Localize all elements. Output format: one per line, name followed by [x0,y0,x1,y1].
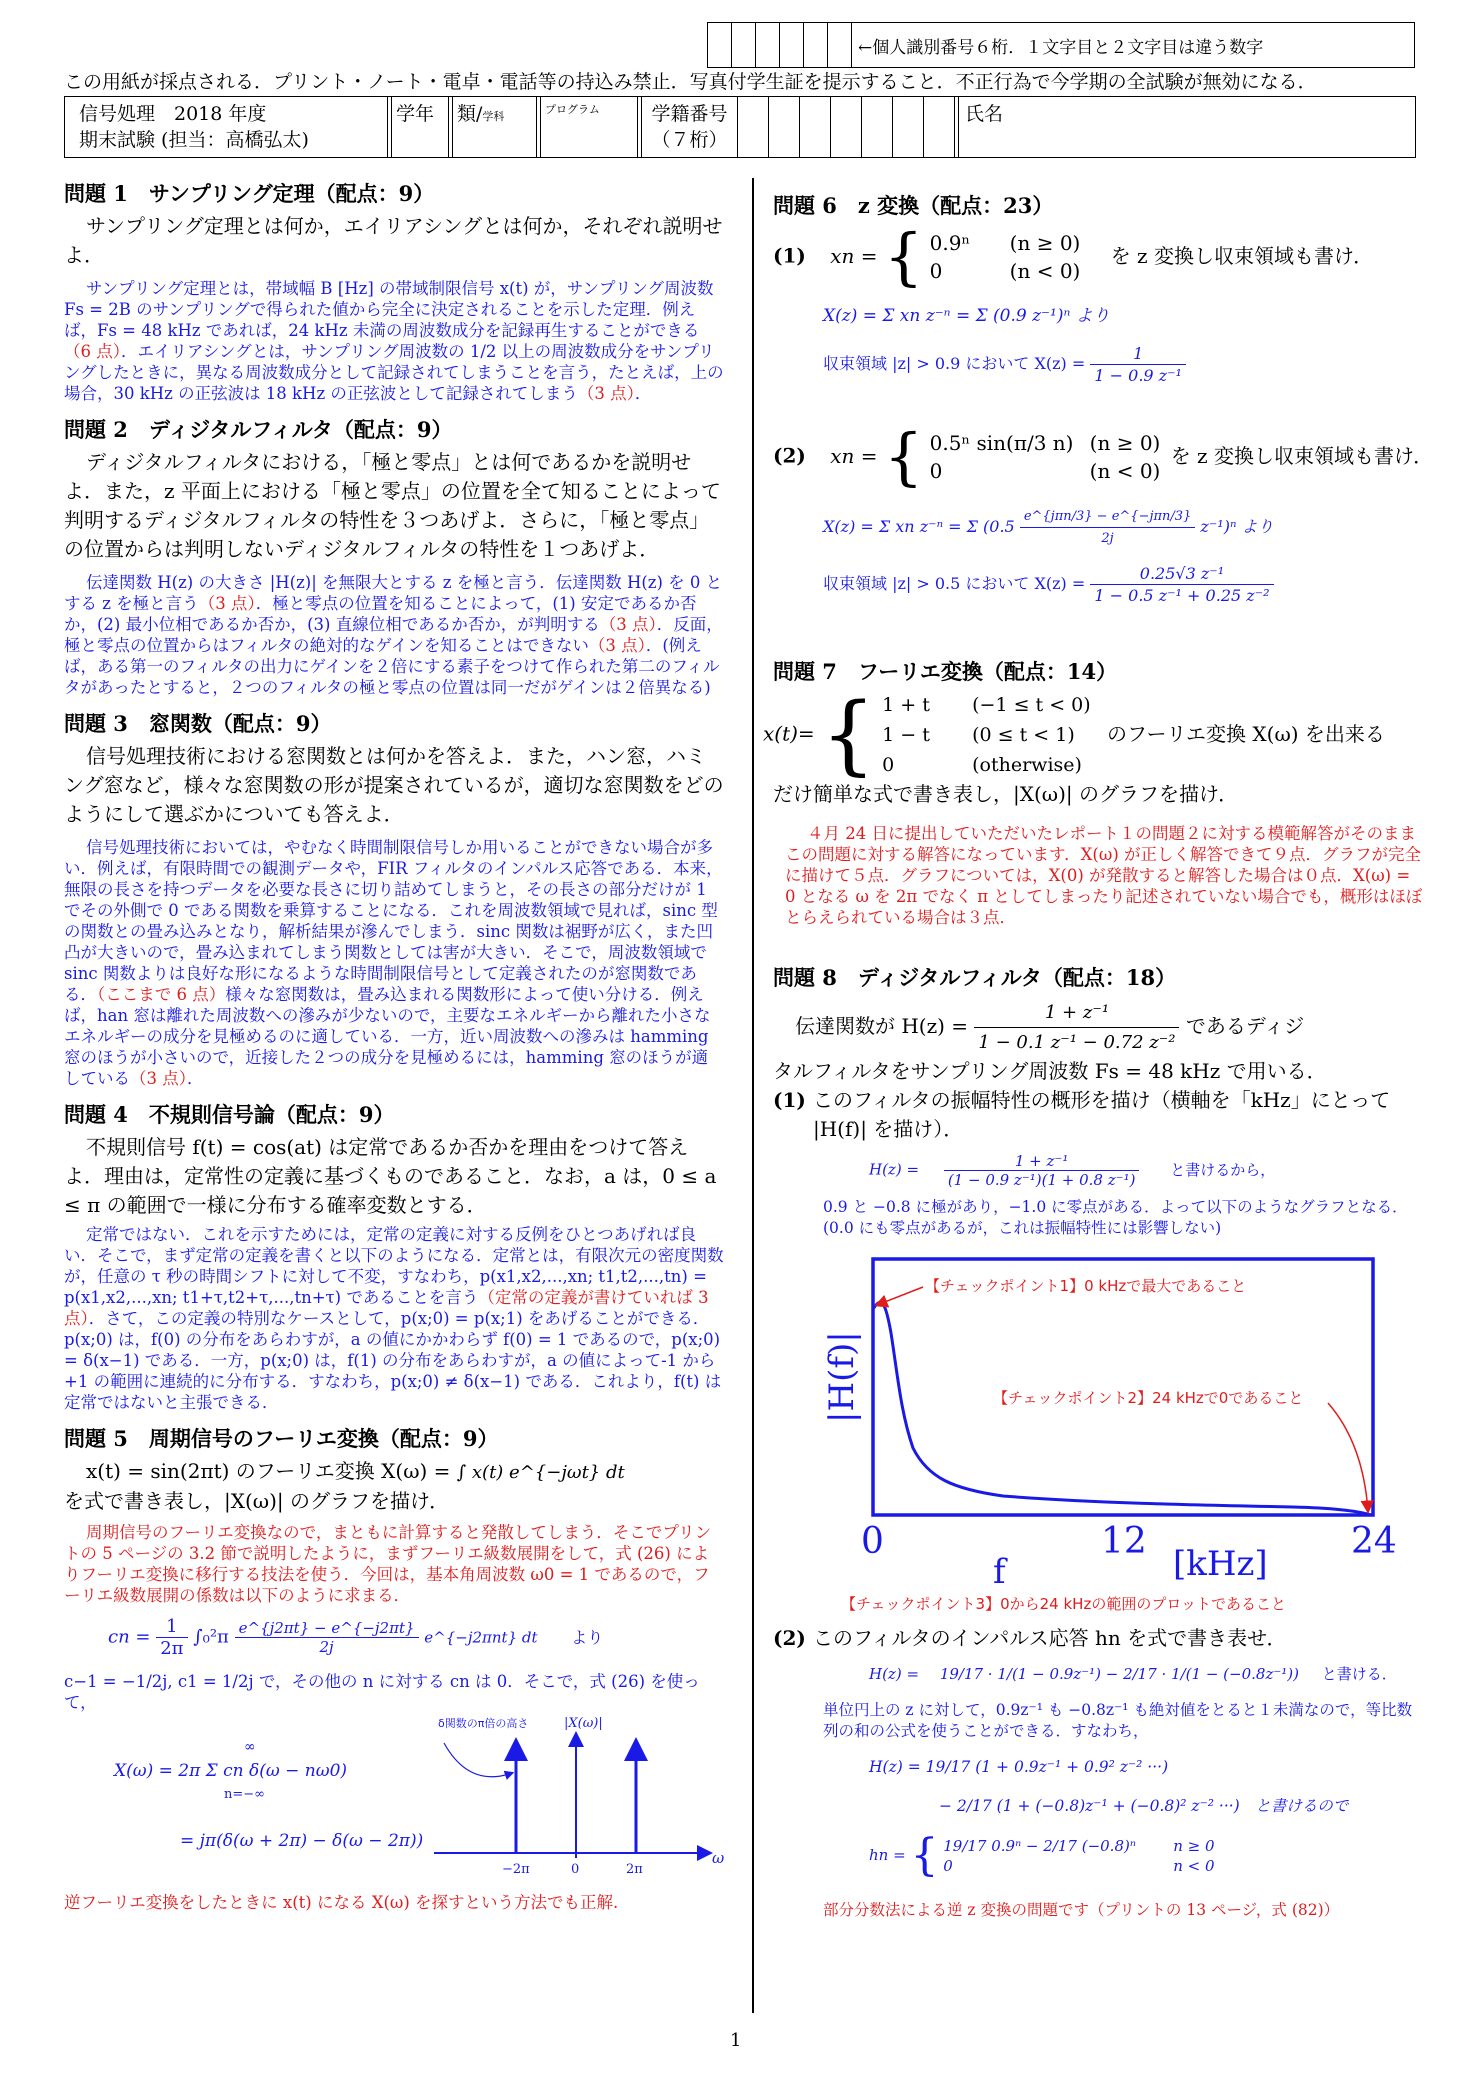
answer-7: ４月 24 日に提出していただいたレポート１の問題２に対する模範解答がそのままこの問題に対する解答になっています．X(ω) が正しく解答できて９点．グラフが完全に描けて５点．グラフについては，X(0) が発散すると解答した場合は０点．X(ω) = 0 となる ω を 2π でなく π としてしまったり記述されていない場合でも，概形はほぼとらえられている場合は３点． [785,824,1423,927]
plot-f: f [993,1552,1006,1592]
answer-3-a: 信号処理技術においては，やむなく時間制限信号しか用いることができない場合が多い．例えば，有限時間での観測データや，FIR フィルタのインパルス応答である．本来，無限の長さを持つデータを必要な長さに切り詰めてしまうと，その長さの部分だけが 1 でその外側で 0 である関数を乗算することになる．これを周波数領域で見れば，sinc 型の関数との畳み込みとなり，解析結果が滲んでしまう．sinc 関数は裾野が広く，また凹凸が大きいので，畳み込まれてしまう関数としては害が大きい．そこで，周波数領域で sinc 関数よりは良好な形になるような時間制限信号として定義されたのが窓関数である． [64,838,723,1004]
answer-1-end: ． [634,384,652,403]
q7-cond-1: (−1 ≤ t < 0) [972,694,1091,716]
answer-2 [64,572,724,698]
q8-part-2-answer: 単位円上の z に対して，0.9z⁻¹ も −0.8z⁻¹ も絶対値をとると１未満なので，等比数列の和の公式を使うことができる．すなわち， [823,1701,1413,1740]
id-box [707,22,1415,68]
q7-case-2: 1 − t [882,724,930,746]
class-label: 類/ [457,103,483,125]
part-2-cases [930,429,1161,485]
answer-3-points-1: （ここまで 6 点） [97,985,226,1004]
q8-eq-top: 1 + z⁻¹ [944,1152,1140,1171]
exam-title: 期末試験 (担当：高橋弘太) [79,129,309,151]
id-box-note: ←個人識別番号６桁．１文字目と２文字目は違う数字 [852,23,1415,68]
plot-ylabel: |H(f)| [822,1331,862,1423]
question-2-title: 問題 2 ディジタルフィルタ（配点：9） [64,417,453,442]
cn-integrand-top: e^{j2πt} − e^{−j2πt} [235,1619,419,1638]
X-line-1: X(ω) = 2π Σ cn δ(ω − nω0) [114,1761,348,1781]
student-no-label: 学籍番号 [651,103,728,125]
part-2-lhs: xn = [830,443,878,468]
q8-p2-eq-lhs: H(z) = [869,1665,920,1683]
part-1-result-top: 1 [1090,343,1186,365]
answer-1-points-a: （6 点） [64,342,121,361]
part-1-answer-roc [823,343,1423,386]
student-no-digit[interactable] [893,97,924,158]
X-omega-graph [424,1713,724,1888]
q8-eq-frac [944,1152,1140,1189]
cn-tail: e^{−j2πnt} dt [424,1628,538,1647]
cn-integral: ∫₀²π [193,1626,229,1648]
answer-5-coefficients: c−1 = −1/2j, c1 = 1/2j で，その他の n に対する cn は 0．そこで，式 (26) を使って， [64,1672,700,1712]
q8-part-2-text: このフィルタのインパルス応答 hn を式で書き表せ． [813,1626,1287,1650]
part-2-result-top: 0.25√3 z⁻¹ [1090,563,1273,585]
question-1-body: サンプリング定理とは何か，エイリアシングとは何か，それぞれ説明せよ． [64,214,723,267]
answer-5-intro: 周期信号のフーリエ変換なので，まともに計算すると発散してしまう．そこでプリントの 5 ページの 3.2 節で説明したように，まずフーリエ級数展開をして，式 (26) によりフーリエ変換に移行する技法を使う．今回は，基本角周波数 ω0 = 1 であるので，フーリエ級数展開の係数は以下のように求まる． [64,1523,712,1605]
question-8 [773,962,1423,1921]
q8-hn-cond-2: n < 0 [1173,1857,1215,1875]
question-1-title: 問題 1 サンプリング定理（配点：9） [64,181,435,206]
student-no-digit[interactable] [924,97,955,158]
q7-cases [882,690,1091,780]
case-2: 0 [929,459,943,483]
question-7-body [763,685,1423,785]
checkpoint-1: 【チェックポイント1】0 kHzで最大であること [925,1277,1247,1295]
student-no-digit[interactable] [769,97,800,158]
answer-3 [64,837,724,1089]
brace-icon: { [883,420,924,493]
question-3-body: 信号処理技術における窓関数とは何かを答えよ．また，ハン窓，ハミング窓など，様々な窓関数の形が提案されているが，適切な窓関数をどのようにして選ぶかについても答えよ． [64,744,724,826]
plot-tick-24: 24 [1351,1521,1397,1562]
part-1-answer-1: X(z) = Σ xn z⁻ⁿ = Σ (0.9 z⁻¹)ⁿ より [823,306,1110,326]
part-1-result-bottom: 1 − 0.9 z⁻¹ [1094,366,1182,385]
student-no-digit[interactable] [831,97,862,158]
question-6-part-2 [773,420,1434,493]
q7-lhs: x(t)= [763,721,815,746]
answer-2-points-2: （3 点） [599,615,657,634]
magnitude-response-plot [773,1253,1423,1593]
q8-hn-case-2: 0 [943,1857,953,1875]
q8-part-2-end: 部分分数法による逆 z 変換の問題です（プリントの 13 ページ，式 (82)） [823,1901,1340,1919]
magnitude-plot-area [773,1253,1423,1593]
part-2-label: (2) [773,443,806,468]
X-sum-sub: n=−∞ [224,1787,265,1802]
cn-frac [156,1616,187,1659]
part-2-tail: を z 変換し収束領域も書け． [1170,443,1434,468]
q8-eq-tail: と書けるから， [1170,1160,1276,1179]
class-field[interactable] [453,97,537,158]
case-2: 0 [929,259,943,283]
answer-1-points-b: （3 点） [577,384,635,403]
part-1-lhs: xn = [830,243,878,268]
answer-4-points: （定常の定義が書けていれば 3 点） [64,1288,709,1328]
q7-cond-2: (0 ≤ t < 1) [972,724,1075,746]
answer-4-a: 定常ではない．これを示すためには，定常の定義に対する反例をひとつあげれば良い．そこで，まず定常の定義を書くと以下のようになる．定常とは，有限次元の密度関数が，任意の τ 秒の時間シフトに対して不変，すなわち，p(x1,x2,...,xn; t1,t2,...,tn) = p(x1,x2,...,xn; t1+τ,t2+τ,...,tn+τ) であることを言う [64,1225,724,1307]
q8-hn [869,1830,1423,1881]
class-sub-label: 学科 [482,110,505,123]
question-4-body: 不規則信号 f(t) = cos(at) は定常であるか否かを理由をつけて答えよ．理由は，定常性の定義に基づくものであること．なお，a は，0 ≤ a ≤ π の範囲で一様に分布する確率変数とする． [64,1135,717,1217]
q8-part-2-eq [869,1663,1423,1684]
student-no-sub: （７桁） [651,129,728,151]
q8-part-1 [773,1086,1423,1144]
cond-2: (n < 0) [1089,459,1161,483]
part-2-ans-bottom: 2j [1101,531,1114,546]
answer-2-points-3: （3 点） [588,636,646,655]
part-1-tail: を z 変換し収束領域も書け． [1110,243,1374,268]
answer-3-b: 様々な窓関数は，畳み込まれる関数形によって使い分ける．例えば，han 窓は離れた周波数への滲みが少ないので，主要なエネルギーから離れた小さなエネルギーの成分を見極めるのに適している．一方，近い周波数への滲みは hamming 窓のほうが小さいので，近接した２つの成分を見極めるには，hamming 窓のほうが適している [64,985,711,1088]
q8-part-1-label: (1) [773,1088,806,1112]
checkpoint-2: 【チェックポイント2】24 kHzで0であること [993,1389,1304,1407]
cn-integrand-bottom: 2j [319,1638,334,1656]
q8-part-2-label: (2) [773,1626,806,1650]
q8-intro-a: 伝達関数が H(z) = [795,1014,969,1038]
q8-intro-frac [974,998,1179,1057]
question-5-body [64,1457,724,1487]
brace-icon: { [821,685,876,785]
answer-5-cn-equation [108,1616,724,1659]
part-2-roc: 収束領域 |z| > 0.5 において X(z) = [823,574,1086,593]
course-title: 信号処理 2018 年度 [79,103,267,125]
question-8-title: 問題 8 ディジタルフィルタ（配点：18） [773,965,1177,990]
answer-5-transform [64,1713,724,1888]
answer-4-b: ．さて，この定義の特別なケースとして，p(x;0) = p(x;1) をあげることができる．p(x;0) は，f(0) の分布をあらわすが，a の値にかかわらず f(0) = 1 であるので，p(x;0) = δ(x−1) である．一方，p(x;0) は，f(1) の分布をあらわすが，a の値によって-1 から+1 の範囲に連続的に分布する．すなわち，p(x;0) ≠ δ(x−1) である．これより，f(t) は定常ではないと主張できる． [64,1309,722,1412]
q8-part-1-answer: 0.9 と −0.8 に極があり，−1.0 に零点がある．よって以下のようなグラフとなる．(0.0 にも零点があるが，これは振幅特性には影響しない) [823,1198,1408,1237]
question-4-title: 問題 4 不規則信号論（配点：9） [64,1102,395,1127]
plot-unit: [kHz] [1173,1544,1268,1584]
q8-hn-case-1: 19/17 0.9ⁿ − 2/17 (−0.8)ⁿ [943,1837,1136,1855]
question-1 [64,178,724,404]
cn-frac-bottom: 2π [160,1638,184,1659]
graph-note: δ関数のπ倍の高さ [438,1717,529,1730]
cond-1: (n ≥ 0) [1009,231,1081,255]
q8-hn-lhs: hn = [869,1846,906,1864]
student-no-digit[interactable] [800,97,831,158]
graph-xlabel: ω [712,1849,724,1867]
question-2-body: ディジタルフィルタにおける，「極と零点」とは何であるかを説明せよ．また，z 平面上における「極と零点」の位置を全て知ることによって判明するディジタルフィルタの特性を３つあげよ．さらに，「極と零点」の位置からは判明しないディジタルフィルタの特性を１つあげよ． [64,450,721,561]
question-6-title: 問題 6 z 変換（配点：23） [773,193,1054,218]
year-label: 学年 [396,103,435,125]
question-7-body-2: だけ簡単な式で書き表し，|X(ω)| のグラフを描け． [773,782,1239,806]
q8-part-2 [773,1624,1423,1653]
brace-icon: { [883,220,924,293]
q8-part-1-eq [869,1152,1423,1189]
answer-2-c: ．反面，極と零点の位置からはフィルタの絶対的なゲインを知ることはできない [64,615,723,655]
q8-intro-top: 1 + z⁻¹ [974,998,1179,1028]
graph-tick: 2π [626,1862,643,1877]
year-field[interactable] [392,97,449,158]
question-6-part-1 [773,220,1423,293]
answer-3-points-2: （3 点） [130,1069,187,1088]
left-column [64,178,724,1913]
q8-p2-eq-tail: と書ける． [1321,1665,1397,1683]
part-1-cases [930,229,1081,285]
q7-cond-3: (otherwise) [972,754,1082,776]
question-5 [64,1423,724,1913]
q7-tail: のフーリエ変換 X(ω) を出来る [1107,721,1385,746]
question-5-body-a: x(t) = sin(2πt) のフーリエ変換 X(ω) = [86,1459,451,1483]
part-2-answer-1 [823,506,1423,549]
cn-lhs: cn = [108,1626,151,1648]
case-1: 0.5ⁿ sin(π/3 n) [929,431,1074,455]
q8-part-1-text: このフィルタの振幅特性の概形を描け（横軸を「kHz」にとって |H(f)| を描け）． [813,1088,1391,1141]
q8-h-line-1: H(z) = 19/17 (1 + 0.9z⁻¹ + 0.9² z⁻² ···) [869,1758,1169,1776]
q8-hn-cases [943,1836,1214,1876]
header-table [64,96,1416,158]
part-2-ans-top: e^{jπn/3} − e^{−jπn/3} [1020,506,1196,528]
q8-intro-d: タルフィルタをサンプリング周波数 Fs = 48 kHz で用いる． [773,1059,1327,1083]
exam-notice: この用紙が採点される．プリント・ノート・電卓・電話等の持込み禁止．写真付学生証を提示すること．不正行為で今学期の全試験が無効になる． [64,71,1317,93]
part-2-result [1090,563,1273,606]
answer-2-b: ．極と零点の位置を知ることによって，(1) 安定であるか否か，(2) 最小位相であるか否か，(3) 直線位相であるか否か，が判明する [64,594,697,634]
question-5-body-b: を式で書き表し，|X(ω)| のグラフを描け． [64,1489,450,1513]
q7-case-3: 0 [882,754,895,776]
X-sum-sup: ∞ [244,1739,256,1755]
student-no-digit[interactable] [738,97,769,158]
graph-ylabel: |X(ω)| [564,1716,603,1731]
plot-tick-0: 0 [861,1521,884,1562]
q8-eq-lhs: H(z) = [869,1160,920,1179]
cn-yori: より [571,1627,604,1647]
answer-5-end: 逆フーリエ変換をしたときに x(t) になる X(ω) を探すという方法でも正解. [64,1893,619,1912]
program-label: プログラム [545,103,600,116]
q8-intro-c: であるディジ [1185,1014,1305,1038]
X-line-2: = jπ(δ(ω + 2π) − δ(ω − 2π)) [180,1831,424,1851]
right-column [763,190,1434,1921]
answer-1-a: サンプリング定理とは，帯域幅 B [Hz] の帯域制限信号 x(t) が，サンプリング周波数 Fs = 2B のサンプリングで得られた値から完全に決定されることを示した定理．例えば，Fs = 48 kHz であれば，24 kHz 未満の周波数成分を記録再生することができる [64,279,714,340]
question-7-title: 問題 7 フーリエ変換（配点：14） [773,659,1118,684]
answer-3-end: ． [187,1069,204,1088]
question-3-title: 問題 3 窓関数（配点：9） [64,711,332,736]
part-1-roc: 収束領域 |z| > 0.9 において X(z) = [823,354,1086,373]
part-2-result-bottom: 1 − 0.5 z⁻¹ + 0.25 z⁻² [1094,586,1270,605]
question-8-intro [773,998,1423,1057]
answer-2-d: ．(例えば，ある第一のフィルタの出力にゲインを２倍にする素子をつけて作られた第二のフィルタがあったとすると，２つのフィルタの極と零点の位置は同一だがゲインは２倍異なる) [64,636,720,697]
q8-h-line-2: − 2/17 (1 + (−0.8)z⁻¹ + (−0.8)² z⁻² ···) と書けるので [939,1797,1349,1815]
graph-tick: 0 [571,1862,580,1877]
cond-2: (n < 0) [1009,259,1081,283]
question-7 [763,656,1423,928]
cond-1: (n ≥ 0) [1089,431,1161,455]
q8-hn-cond-1: n ≥ 0 [1173,1837,1215,1855]
page-number: 1 [730,2030,742,2051]
graph-tick: −2π [502,1862,530,1877]
question-5-integral: ∫ x(t) e^{−jωt} dt [456,1462,625,1483]
answer-1-b: ．エイリアシングとは，サンプリング周波数の 1/2 以上の周波数成分をサンプリングしたときに，異なる周波数成分として記録されてしまうことを言う，たとえば，上の場合，30 kHz の正弦波は 18 kHz の正弦波として記録されてしまう [64,342,724,403]
part-2-answer-roc [823,563,1423,606]
answer-4 [64,1224,724,1413]
q7-case-1: 1 + t [882,694,930,716]
cn-integrand [235,1619,419,1656]
q8-intro-bottom: 1 − 0.1 z⁻¹ − 0.72 z⁻² [978,1032,1176,1053]
answer-2-points-1: （3 点） [198,594,256,613]
part-1-label: (1) [773,243,806,268]
part-2-ans-frac [1020,506,1196,549]
question-4 [64,1099,724,1413]
cn-frac-top: 1 [156,1616,187,1638]
q8-eq-bottom: (1 − 0.9 z⁻¹)(1 + 0.8 z⁻¹) [947,1171,1136,1189]
column-divider [752,178,754,2013]
case-1: 0.9ⁿ [929,231,971,255]
brace-icon: { [910,1830,939,1881]
answer-1 [64,278,724,404]
program-field[interactable] [541,97,638,158]
q8-p2-eq: 19/17 · 1/(1 − 0.9z⁻¹) − 2/17 · 1/(1 − (−0.8z⁻¹)) [939,1665,1299,1683]
question-3 [64,708,724,1089]
plot-tick-12: 12 [1101,1521,1147,1562]
question-2 [64,414,724,698]
checkpoint-3: 【チェックポイント3】0から24 kHzの範囲のプロットであること [841,1595,1287,1613]
part-2-ans-c: z⁻¹)ⁿ より [1200,517,1274,536]
name-label: 氏名 [965,103,1004,125]
part-2-ans-a: X(z) = Σ xn z⁻ⁿ = Σ (0.5 [823,517,1015,536]
question-5-title: 問題 5 周期信号のフーリエ変換（配点：9） [64,1426,499,1451]
answer-2-a: 伝達関数 H(z) の大きさ |H(z)| を無限大とする z を極と言う．伝達関数 H(z) を 0 とする z を極と言う [64,573,723,613]
name-field[interactable] [959,97,1416,158]
student-no-digit[interactable] [862,97,893,158]
part-1-result [1090,343,1186,386]
question-6 [773,190,1434,606]
